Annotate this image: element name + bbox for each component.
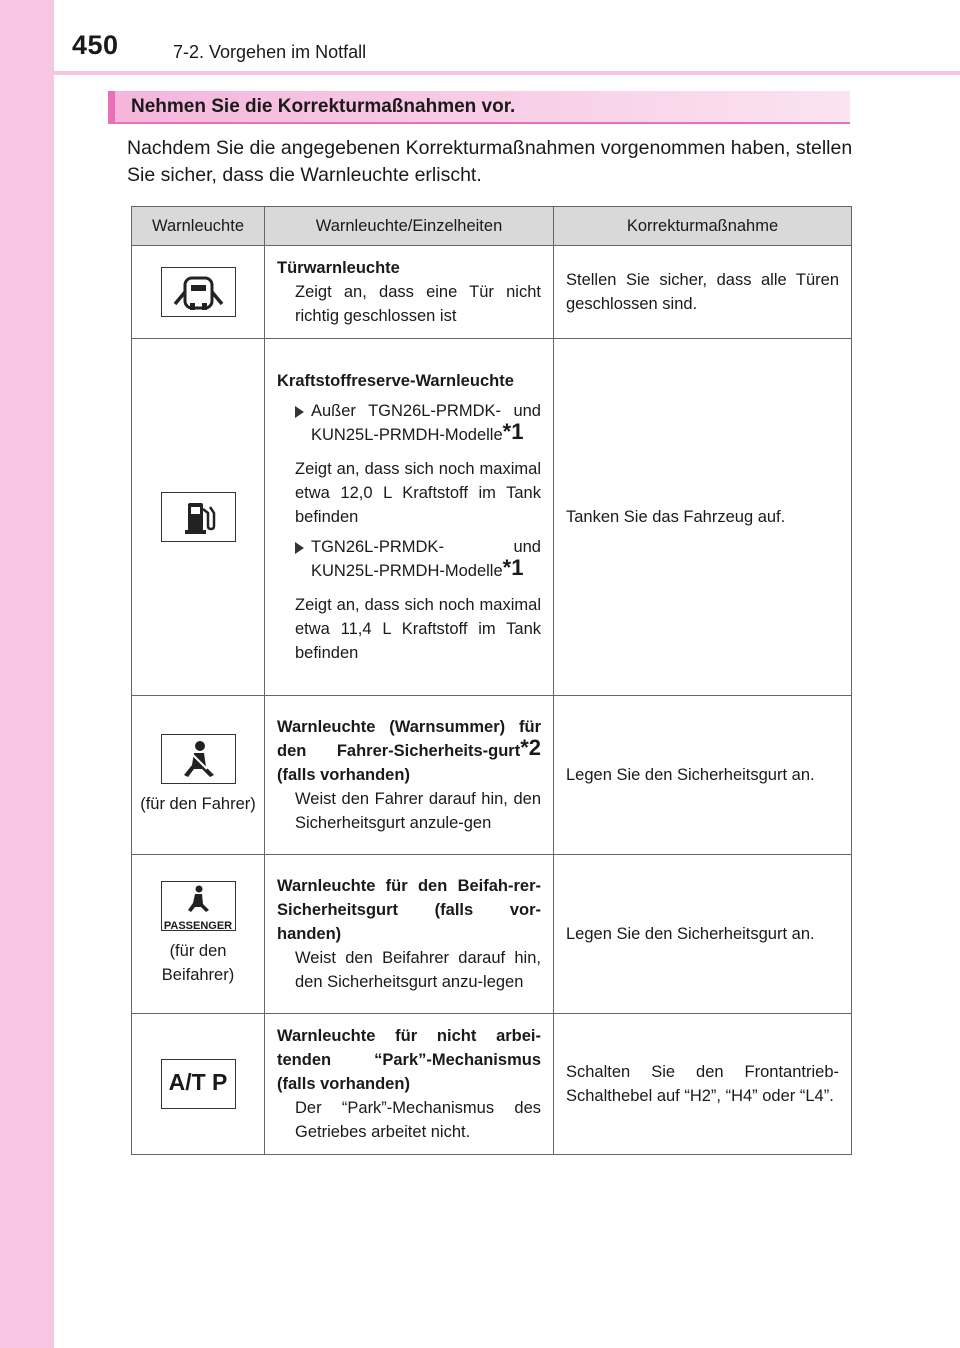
- table-row: [132, 339, 852, 696]
- model-variant-text: Außer TGN26L-PRMDK- und KUN25L-PRMDH-Modelle: [311, 402, 541, 444]
- light-description: Der “Park”-Mechanismus des Getriebes arbeitet nicht.: [295, 1099, 541, 1141]
- light-title: Warnleuchte für nicht arbei-tenden “Park”-Mechanismus (falls vorhanden): [277, 1027, 541, 1093]
- table-row: [132, 696, 852, 855]
- icon-label: (für den Beifahrer): [161, 942, 235, 984]
- column-header-details: Warnleuchte/Einzelheiten: [265, 207, 554, 246]
- section-title: 7-2. Vorgehen im Notfall: [173, 42, 367, 62]
- footnote-mark: *2: [520, 735, 541, 760]
- icon-label: (für den Fahrer): [140, 795, 256, 813]
- intro-paragraph: Nachdem Sie die angegebenen Korrekturmaßnahmen vorgenommen haben, stellen Sie sicher, dass die Warnleuchte erlischt.: [127, 137, 853, 186]
- fuel-pump-icon: [161, 492, 236, 542]
- table-row: [132, 855, 852, 1014]
- action-cell: Legen Sie den Sicherheitsgurt an.: [554, 855, 852, 1014]
- action-cell: Legen Sie den Sicherheitsgurt an.: [554, 696, 852, 855]
- icon-cell: [132, 855, 265, 1014]
- page-number: 450: [72, 30, 119, 60]
- action-cell: Stellen Sie sicher, dass alle Türen geschlossen sind.: [554, 246, 852, 339]
- light-description: Zeigt an, dass eine Tür nicht richtig geschlossen ist: [295, 283, 541, 325]
- light-description: Zeigt an, dass sich noch maximal etwa 11,4 L Kraftstoff im Tank befinden: [295, 596, 541, 662]
- light-title-suffix: (falls vorhanden): [277, 766, 410, 784]
- table-row: [132, 1014, 852, 1155]
- door-warning-icon: [161, 267, 236, 317]
- model-variant-text: TGN26L-PRMDK- und KUN25L-PRMDH-Modelle: [311, 538, 541, 580]
- light-title: Warnleuchte (Warnsummer) für den Fahrer-Sicherheits-gurt: [277, 718, 541, 760]
- at-p-icon-text: A/T P: [168, 1069, 228, 1095]
- driver-seatbelt-icon: [161, 734, 236, 784]
- action-cell: Schalten Sie den Frontantrieb-Schalthebel auf “H2”, “H4” oder “L4”.: [554, 1014, 852, 1155]
- section-heading: Nehmen Sie die Korrekturmaßnahmen vor.: [131, 96, 516, 117]
- header-rule: [54, 71, 960, 75]
- light-title: Türwarnleuchte: [277, 259, 400, 277]
- model-variant-2: [277, 535, 541, 583]
- light-description: Weist den Beifahrer darauf hin, den Sicherheitsgurt anzu-legen: [295, 949, 541, 991]
- action-cell: Tanken Sie das Fahrzeug auf.: [554, 339, 852, 696]
- detail-cell: [265, 246, 554, 339]
- table-header-row: [132, 207, 852, 246]
- page-sidebar-strip: [0, 0, 54, 1348]
- column-header-light: Warnleuchte: [132, 207, 265, 246]
- passenger-icon-text: PASSENGER: [163, 920, 233, 932]
- triangle-bullet-icon: [295, 542, 304, 554]
- passenger-seatbelt-icon: [161, 881, 236, 931]
- detail-cell: [265, 1014, 554, 1155]
- light-description: Weist den Fahrer darauf hin, den Sicherheitsgurt anzule-gen: [295, 790, 541, 832]
- icon-cell: [132, 1014, 265, 1155]
- model-variant-1: [277, 399, 541, 447]
- at-p-icon: [161, 1059, 236, 1109]
- footnote-mark: *1: [502, 419, 524, 444]
- icon-cell: [132, 339, 265, 696]
- icon-cell: [132, 246, 265, 339]
- detail-cell: [265, 339, 554, 696]
- triangle-bullet-icon: [295, 406, 304, 418]
- icon-cell: [132, 696, 265, 855]
- column-header-action: Korrekturmaßnahme: [554, 207, 852, 246]
- light-description: Zeigt an, dass sich noch maximal etwa 12,0 L Kraftstoff im Tank befinden: [295, 460, 541, 526]
- footnote-mark: *1: [502, 555, 524, 580]
- section-heading-box: [108, 91, 850, 124]
- table-row: [132, 246, 852, 339]
- light-title: Kraftstoffreserve-Warnleuchte: [277, 372, 514, 390]
- detail-cell: [265, 696, 554, 855]
- detail-cell: [265, 855, 554, 1014]
- warning-light-table: [131, 206, 852, 1155]
- light-title: Warnleuchte für den Beifah-rer-Sicherheitsgurt (falls vor-handen): [277, 877, 541, 943]
